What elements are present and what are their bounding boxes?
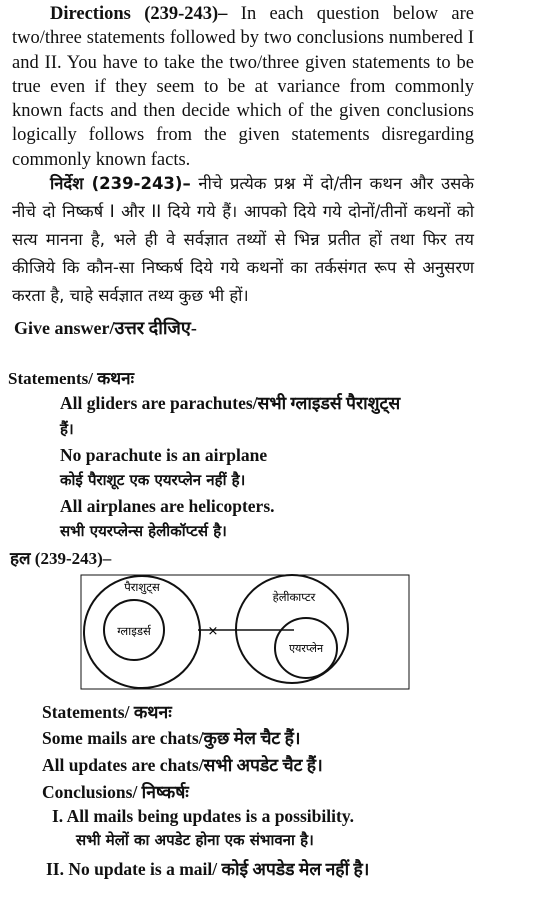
statement-3-hi: सभी एयरप्लेन्स हेलीकॉप्टर्स है।	[60, 522, 227, 540]
cross-mark: ×	[207, 624, 219, 639]
directions-paragraph	[12, 2, 474, 172]
statement-1-hi: हैं।	[60, 420, 74, 438]
conclusion-1-number: I.	[52, 806, 64, 826]
nirdesh-heading: निर्देश (239-243)–	[50, 174, 191, 193]
venn-diagram-svg	[80, 574, 410, 690]
statements-heading: Statements/ कथनः	[8, 369, 135, 388]
conclusions-heading: Conclusions/ निष्कर्षः	[42, 782, 189, 802]
directions-text: In each question below are two/three statements followed by two conclusions numbered I and II. You have to take the two/three given statements to be true even if they seem to be at variance from commonly known facts and then decide which of the given conclusions logically follows from the given statements disregarding commonly known facts.	[12, 4, 475, 170]
parachutes-label: पैराशुट्स	[124, 580, 160, 594]
conclusion-1-hi: सभी मेलों का अपडेट होना एक संभावना है।	[76, 831, 314, 849]
helicopters-label: हेलीकाप्टर	[272, 590, 316, 604]
gliders-label: ग्लाइडर्स	[117, 624, 151, 638]
conclusion-1	[52, 806, 354, 827]
statement-2-en: No parachute is an airplane	[60, 445, 268, 465]
question-statement-2: All updates are chats/सभी अपडेट चैट हैं।	[42, 755, 323, 775]
statement-1-en: All gliders are parachutes/सभी ग्लाइडर्स पैराशुट्स	[60, 393, 401, 413]
conclusion-1-en: All mails being updates is a possibility.	[66, 806, 354, 826]
statement-2-hi: कोई पैराशूट एक एयरप्लेन नहीं है।	[60, 471, 246, 489]
conclusion-2-number: II.	[46, 859, 64, 879]
nirdesh-paragraph	[12, 170, 474, 310]
statement-3-en: All airplanes are helicopters.	[60, 496, 275, 516]
question-statements-heading: Statements/ कथनः	[42, 702, 172, 722]
airplanes-label: एयरप्लेन	[288, 642, 324, 655]
give-answer-label: Give answer/उत्तर दीजिए-	[14, 318, 197, 338]
question-statement-1: Some mails are chats/कुछ मेल चैट हैं।	[42, 728, 301, 748]
nirdesh-text: नीचे प्रत्येक प्रश्न में दो/तीन कथन और उसके नीचे दो निष्कर्ष I और II दिये गये हैं। आपको दिये गये दोनों/तीनों कथनों को सत्य मानना है, भले ही वे सर्वज्ञात तथ्यों से भिन्न प्रतीत हों तथा फिर तय कीजिये कि कौन-सा निष्कर्ष दिये गये कथनों का तर्कसंगत रूप से अनुसरण करता है, चाहे सर्वज्ञात तथ्य कुछ भी हों।	[12, 174, 474, 305]
venn-diagram	[80, 574, 410, 695]
conclusion-2	[46, 857, 369, 881]
solution-heading: हल (239-243)–	[10, 549, 112, 568]
conclusion-2-en: No update is a mail/ कोई अपडेड मेल नहीं है।	[68, 859, 370, 879]
directions-heading: Directions (239-243)–	[50, 4, 228, 24]
